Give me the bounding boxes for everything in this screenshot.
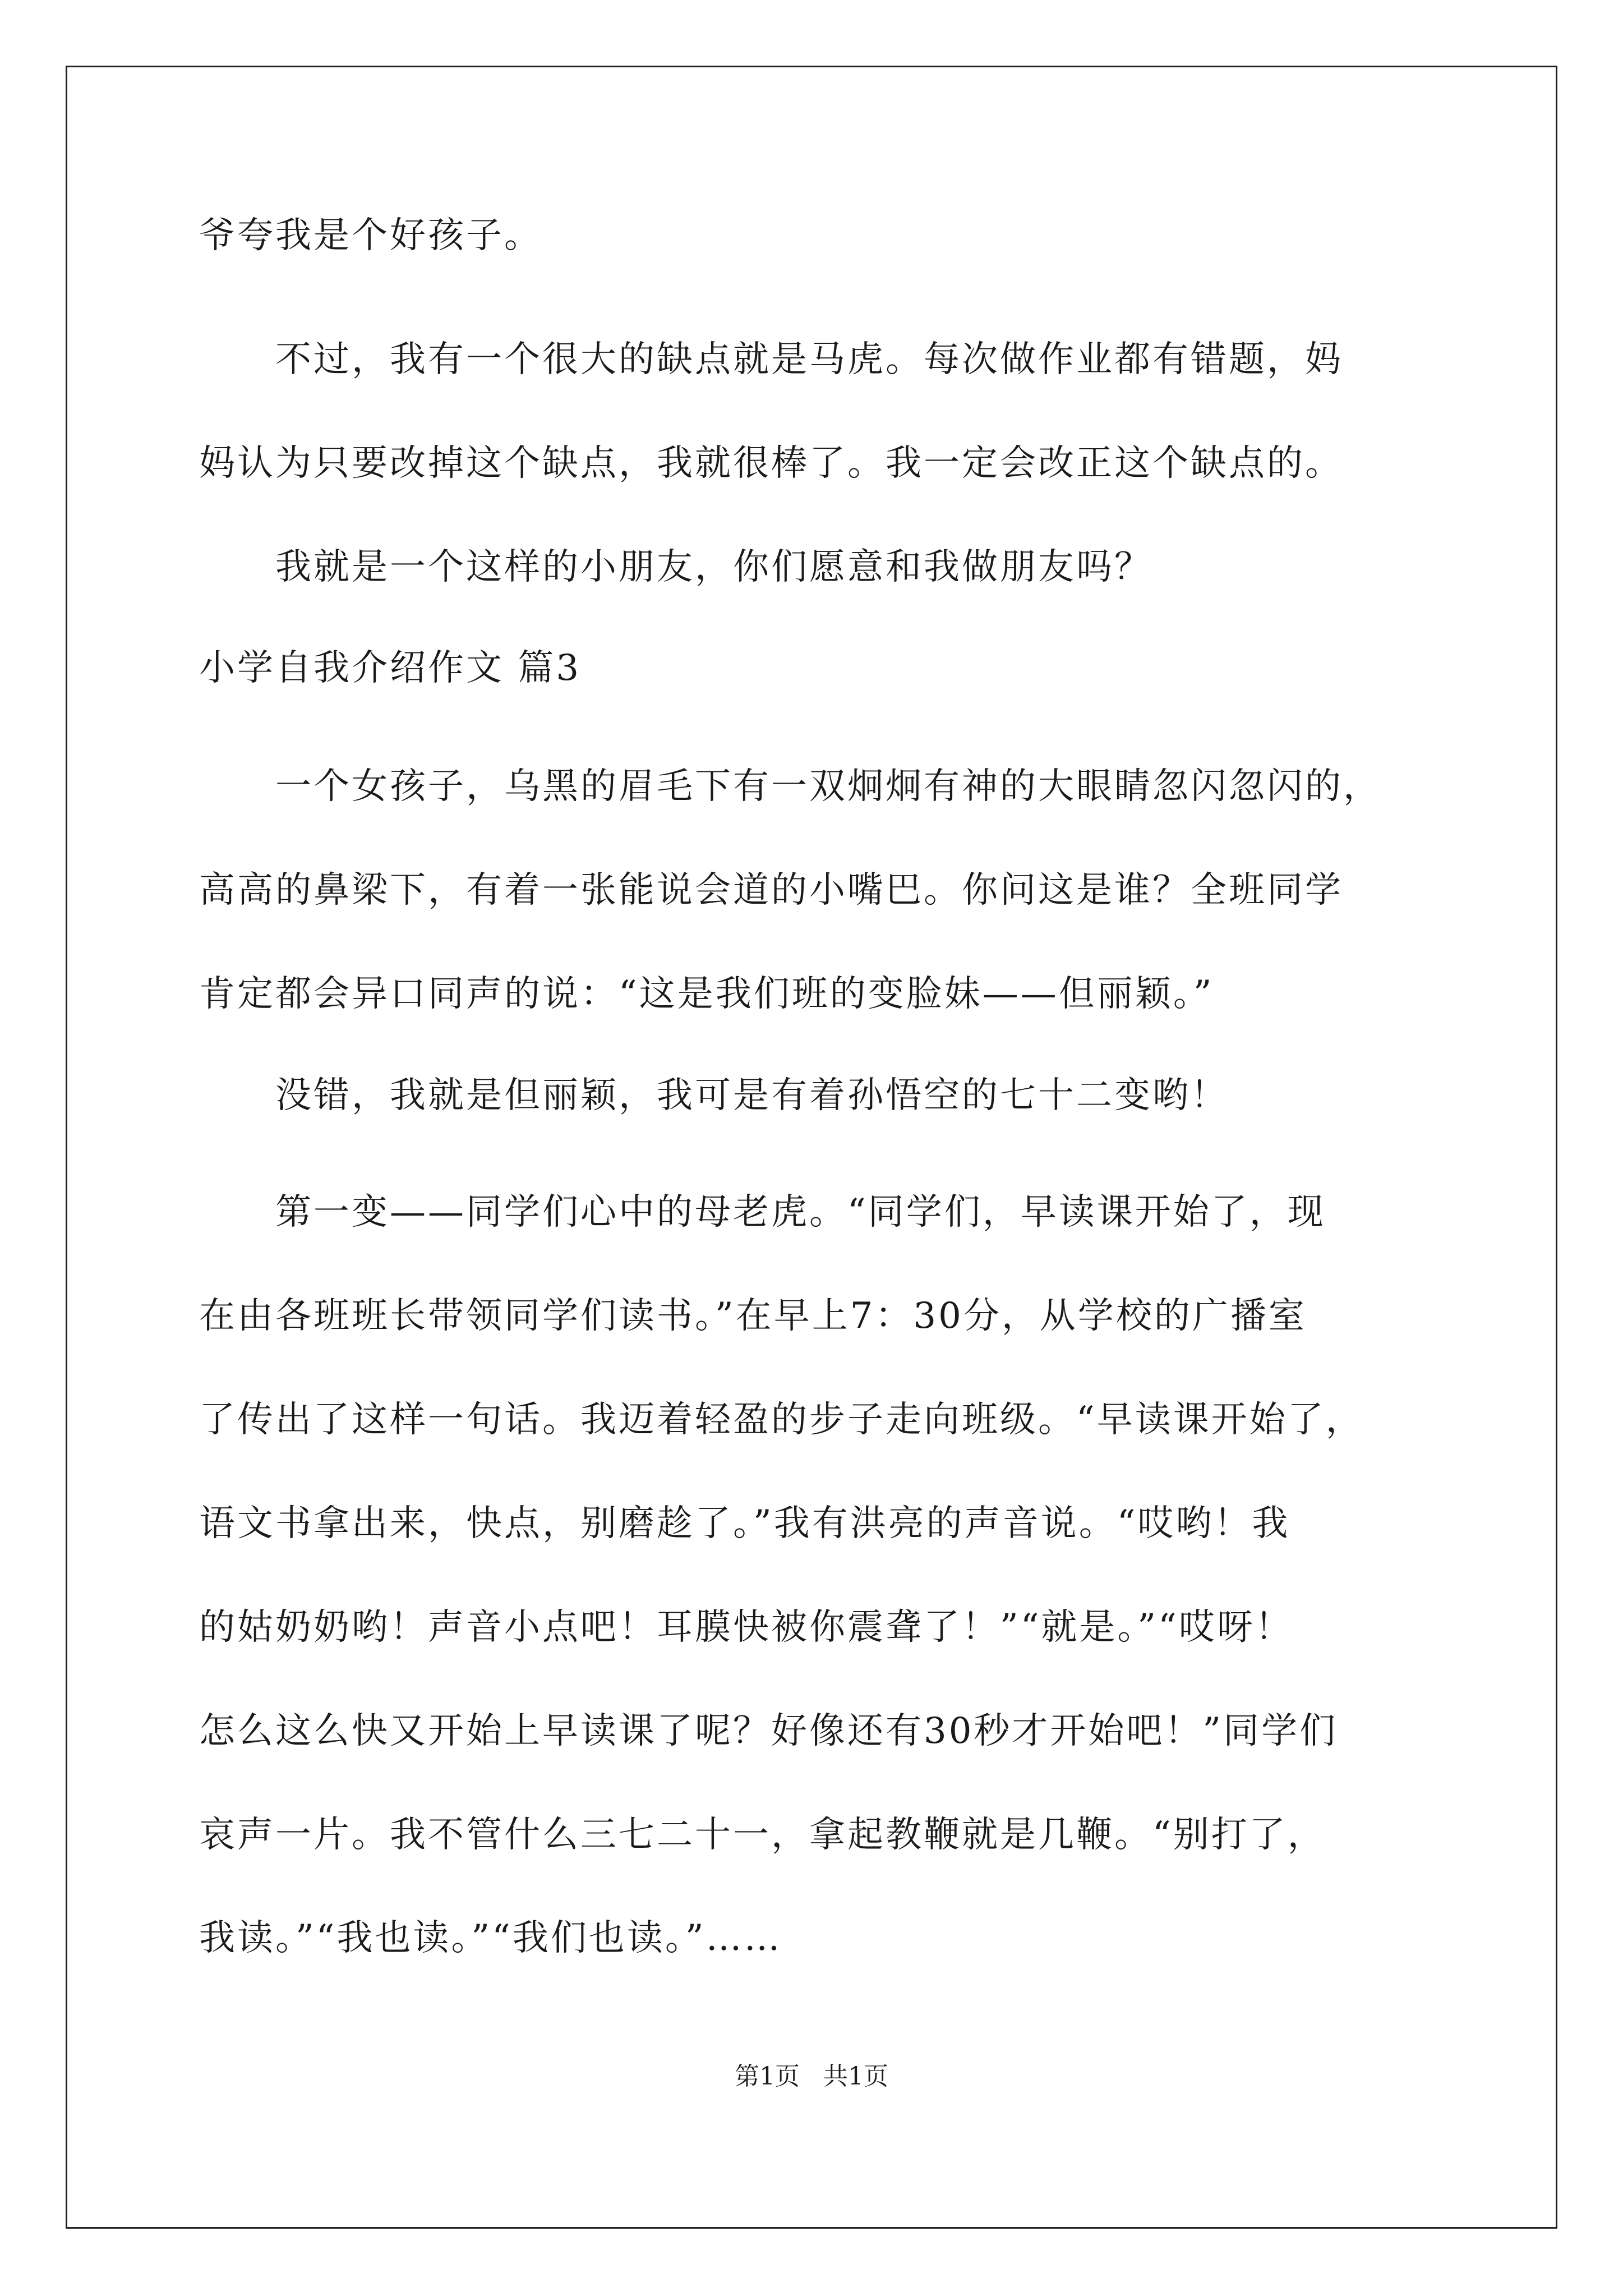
text-line: 爷夸我是个好孩子。 (199, 215, 542, 256)
text-line: 了传出了这样一句话。我迈着轻盈的步子走向班级。“早读课开始了， (199, 1399, 1364, 1441)
page-number-footer: 第1页 共1页 (735, 2062, 888, 2091)
text-line: 一个女孩子，乌黑的眉毛下有一双炯炯有神的大眼睛忽闪忽闪的， (199, 766, 1381, 807)
text-line: 怎么这么快又开始上早读课了呢？好像还有30秒才开始吧！”同学们 (199, 1710, 1338, 1752)
text-line: 在由各班班长带领同学们读书。”在早上7：30分，从学校的广播室 (199, 1295, 1307, 1337)
text-line: 语文书拿出来，快点，别磨趁了。”我有洪亮的声音说。“哎哟！我 (199, 1503, 1290, 1544)
text-line: 第一变——同学们心中的母老虎。“同学们，早读课开始了，现 (199, 1191, 1326, 1233)
text-line: 妈认为只要改掉这个缺点，我就很棒了。我一定会改正这个缺点的。 (199, 443, 1343, 484)
text-line: 我读。”“我也读。”“我们也读。”…… (199, 1917, 782, 1959)
page-border (66, 66, 1557, 2229)
text-line: 高高的鼻梁下，有着一张能说会道的小嘴巴。你问这是谁？全班同学 (199, 869, 1343, 911)
text-line: 的姑奶奶哟！声音小点吧！耳膜快被你震聋了！”“就是。”“哎呀！ (199, 1607, 1293, 1648)
text-line: 没错，我就是但丽颖，我可是有着孙悟空的七十二变哟！ (199, 1075, 1229, 1116)
text-line: 哀声一片。我不管什么三七二十一，拿起教鞭就是几鞭。“别打了， (199, 1814, 1326, 1856)
section-heading: 小学自我介绍作文 篇3 (199, 647, 582, 689)
text-line: 肯定都会异口同声的说：“这是我们班的变脸妹——但丽颖。” (199, 973, 1214, 1015)
text-line: 我就是一个这样的小朋友，你们愿意和我做朋友吗？ (199, 546, 1152, 588)
text-line: 不过，我有一个很大的缺点就是马虎。每次做作业都有错题，妈 (199, 339, 1343, 380)
